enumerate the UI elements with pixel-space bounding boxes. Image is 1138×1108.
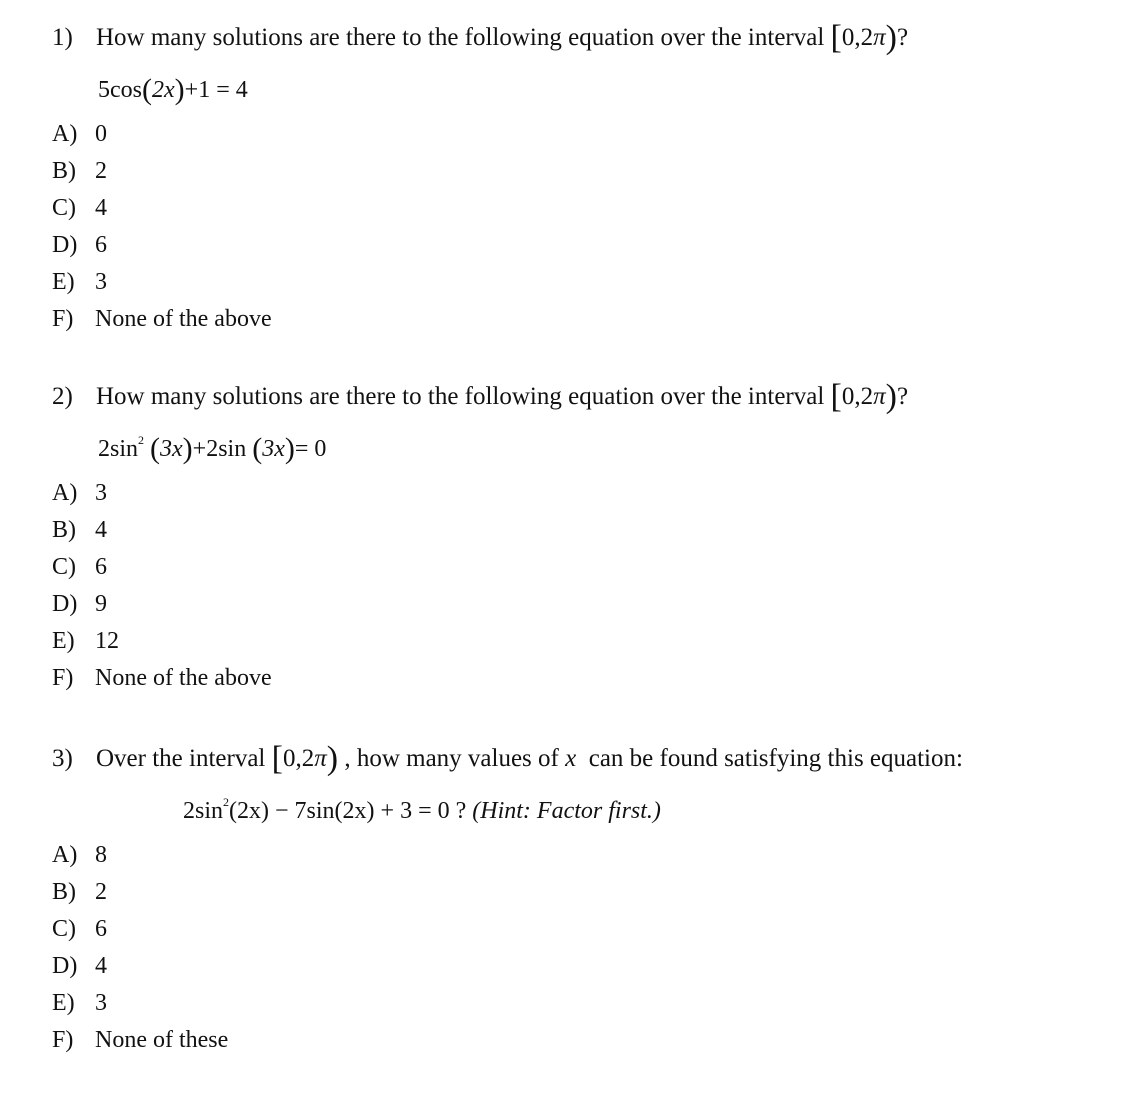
- answer-choice-b[interactable]: B) 2: [52, 158, 107, 184]
- question-number: 3): [52, 745, 73, 772]
- answer-choice-f[interactable]: F) None of the above: [52, 306, 272, 332]
- question-text: How many solutions are there to the following equation over the interval: [96, 383, 825, 410]
- answer-choice-b[interactable]: B) 4: [52, 517, 107, 543]
- interval-notation: [0,2π)?: [830, 19, 909, 56]
- question-3-choices: [52, 840, 228, 1062]
- question-text: How many solutions are there to the following equation over the interval: [96, 24, 825, 51]
- answer-choice-d[interactable]: D) 6: [52, 232, 107, 258]
- question-number: 2): [52, 383, 73, 410]
- question-1-stem: [52, 18, 908, 58]
- answer-choice-e[interactable]: E) 12: [52, 628, 119, 654]
- interval-notation: [0,2π)?: [830, 378, 909, 415]
- answer-choice-c[interactable]: C) 6: [52, 916, 107, 942]
- question-3-stem: 3) Over the interval [0,2π) , how many values of x can be found satisfying this equation:: [52, 740, 963, 777]
- hint-text: (Hint: Factor first.): [472, 798, 661, 824]
- question-1-choices: [52, 119, 272, 341]
- question-2-stem: [52, 377, 908, 417]
- variable-x: x: [565, 745, 577, 772]
- answer-choice-f[interactable]: F) None of the above: [52, 665, 272, 691]
- interval-notation: [0,2π): [271, 740, 339, 777]
- question-2-equation: $2\sin^2$ (3x)+2sin (3x)= 0: [98, 432, 327, 465]
- answer-choice-f[interactable]: F) None of these: [52, 1027, 229, 1053]
- answer-choice-d[interactable]: D) 9: [52, 591, 107, 617]
- answer-choice-a[interactable]: A) 0: [52, 121, 107, 147]
- question-2-choices: [52, 478, 272, 700]
- answer-choice-e[interactable]: E) 3: [52, 990, 107, 1016]
- answer-choice-c[interactable]: C) 4: [52, 195, 107, 221]
- question-1-equation: 5cos(2x)+1 = 4: [98, 73, 248, 106]
- answer-choice-a[interactable]: A) 3: [52, 480, 107, 506]
- answer-choice-c[interactable]: C) 6: [52, 554, 107, 580]
- question-text: Over the interval: [96, 745, 266, 772]
- answer-choice-d[interactable]: D) 4: [52, 953, 107, 979]
- answer-choice-a[interactable]: A) 8: [52, 842, 107, 868]
- question-number: 1): [52, 24, 73, 51]
- answer-choice-b[interactable]: B) 2: [52, 879, 107, 905]
- answer-choice-e[interactable]: E) 3: [52, 269, 107, 295]
- question-3-equation: $2\sin^2(2x) - 7\sin(2x) + 3 = 0$ ? (Hint: Factor first.): [183, 795, 661, 824]
